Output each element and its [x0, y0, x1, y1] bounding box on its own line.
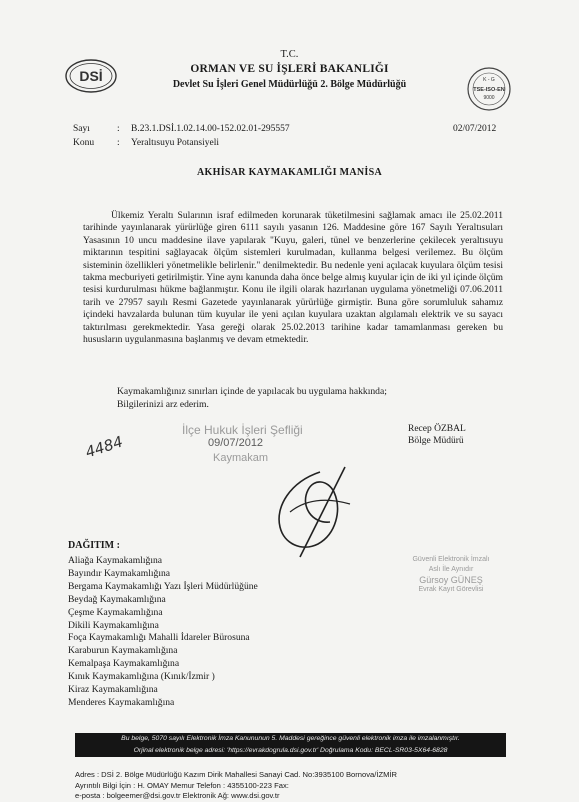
signer-name: Recep ÖZBAL [408, 424, 466, 434]
handwritten-number: 4484 [83, 432, 126, 462]
list-item: Kemalpaşa Kaymakamlığına [68, 658, 180, 670]
list-item: Foça Kaymakamlığı Mahalli İdareler Bürosuna [68, 632, 250, 644]
footer-line-1: Adres : DSİ 2. Bölge Müdürlüğü Kazım Dirik Mahallesi Sanayi Cad. No:3935100 Bornova/İZMİR [75, 770, 398, 779]
list-item: Bayındır Kaymakamlığına [68, 567, 171, 579]
handwritten-signature-icon [250, 452, 370, 562]
seal-line-2: Aslı İle Aynıdır [428, 566, 474, 573]
letter-body [83, 210, 503, 346]
list-item: Karaburun Kaymakamlığına [68, 645, 178, 657]
tse-bottom: 9000 [483, 95, 495, 101]
list-item: Beydağ Kaymakamlığına [68, 593, 166, 605]
dsi-logo-icon [64, 58, 118, 94]
banner-line-1: Bu belge, 5070 sayılı Elektronik İmza Kanununun 5. Maddesi gereğince güvenli elektronik imza ile imzalanmıştır. [121, 735, 460, 742]
stamp-date: 09/07/2012 [208, 437, 264, 449]
seal-line-1: Güvenli Elektronik İmzalı [412, 556, 490, 563]
list-item: Kınık Kaymakamlığına (Kınık/İzmir ) [68, 671, 215, 683]
distribution-title: DAĞITIM : [68, 540, 120, 551]
konu-value: Yeraltısuyu Potansiyeli [131, 138, 219, 148]
konu-row [73, 138, 219, 148]
directorate-name: Devlet Su İşleri Genel Müdürlüğü 2. Bölge Müdürlüğü [172, 79, 407, 90]
footer-line-3: e-posta : bolgeemer@dsi.gov.tr Elektronik Ağ: www.dsi.gov.tr [75, 791, 280, 800]
konu-label: Konu [73, 138, 95, 148]
recipient: AKHİSAR KAYMAKAMLIĞI MANİSA [197, 167, 382, 178]
list-item: Kiraz Kaymakamlığına [68, 684, 158, 696]
tse-mid: TSE-ISO-EN [473, 87, 505, 93]
sayi-row [73, 124, 290, 134]
stamp-unit: Kaymakam [213, 452, 269, 464]
sayi-label: Sayı [73, 124, 90, 134]
list-item: Bergama Kaymakamlığı Yazı İşleri Müdürlüğüne [68, 580, 258, 592]
body-paragraph: Ülkemiz Yeraltı Sularının israf edilmeden korunarak tüketilmesini sağlamak amacı ile 25.02.2011 tarihinde yayınlanarak yürürlüğe giren 6111 sayılı yasanın 126. Maddesine göre 167 Sayılı Yeraltısuları Yasasının 10 uncu maddesine ilave yapılarak "Kuyu, galeri, tünel ve benzerlerine çekilecek yeraltısuyu miktarının tespitini sağlayacak ölçüm sistemleri kurulmadan, kullanma belgesi verilemez. Bu ölçüm sisteminin özellikleri yönetmelikle belirlenir." denilmektedir. Bu nedenle yeni açılacak kuyulara ölçüm tesisi takma mecburiyeti getirilmiştir. Yine aynı kanunda daha önce belge almış kuyular için de iki yıl içinde ölçüm tesisi kurdurulması hükme bağlanmıştır. Konu ile ilgili olarak hazırlanan uygulama yönetmeliği 07.06.2011 tarih ve 27957 sayılı Resmi Gazetede yayınlanarak yürürlüğe girmiştir. Buna göre sorumluluk sahamız içindeki havzalarda bulunan tüm kuyular ile yeni açılan kuyulara uzaktan algılamalı elektrik ve su sayacı taktırılması gerekmektedir. Yasa gereği olarak 25.02.2013 tarihine kadar tamamlanması gereken bu hususların uygulanmasına başlanmış ve devam etmektedir. [83, 210, 503, 346]
distribution-list [68, 555, 258, 710]
konu-colon: : [117, 138, 120, 148]
list-item: Menderes Kaymakamlığına [68, 696, 175, 708]
signer-title: Bölge Müdürü [408, 436, 464, 446]
logo-text: DSİ [79, 68, 103, 84]
seal-line-4: Evrak Kayıt Görevlisi [418, 586, 484, 593]
signer-block [408, 423, 466, 447]
closing-line-1: Kaymakamlığınız sınırları içinde de yapılacak bu uygulama hakkında; [117, 386, 387, 397]
closing [117, 386, 387, 411]
banner-line-2: Orjinal elektronik belge adresi: 'https://evrakdogrula.dsi.gov.tr' Doğrulama Kodu: BECL-SR03-5X64-6828 [133, 746, 448, 754]
header-tc: T.C. [280, 49, 299, 60]
list-item: Çeşme Kaymakamlığına [68, 606, 163, 618]
certification-seal [396, 555, 506, 595]
closing-line-2: Bilgilerinizi arz ederim. [117, 398, 209, 410]
sayi-colon: : [117, 124, 120, 134]
seal-line-3: Gürsoy GÜNEŞ [419, 575, 483, 585]
tse-quality-seal-icon [466, 66, 512, 112]
document-date: 02/07/2012 [453, 124, 497, 134]
sayi-value: B.23.1.DSİ.1.02.14.00-152.02.01-295557 [131, 124, 290, 134]
ministry-name: ORMAN VE SU İŞLERİ BAKANLIĞI [190, 63, 389, 75]
e-signature-banner [75, 733, 506, 757]
list-item: Aliağa Kaymakamlığına [68, 555, 163, 566]
footer-line-2: Ayrıntılı Bilgi İçin : H. OMAY Memur Telefon : 4355100-223 Fax: [75, 780, 289, 790]
list-item: Dikili Kaymakamlığına [68, 619, 159, 631]
tse-top: K - G [483, 77, 495, 83]
stamp-office: İlçe Hukuk İşleri Şefliği [182, 423, 303, 437]
footer-contact [75, 770, 397, 802]
